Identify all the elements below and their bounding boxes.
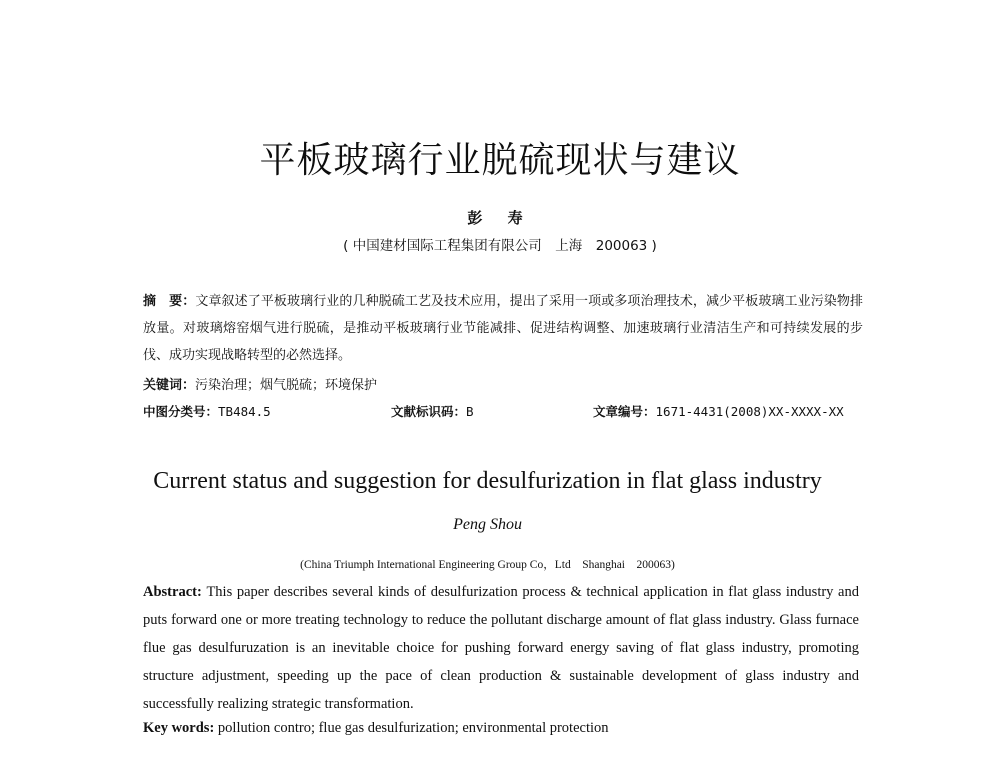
clc-value: TB484.5 (218, 404, 271, 419)
article-number-value: 1671-4431(2008)XX-XXXX-XX (655, 404, 844, 419)
chinese-keywords (143, 374, 863, 393)
chinese-abstract-label: 摘 要： (143, 294, 196, 309)
chinese-abstract (143, 288, 863, 369)
clc-number (143, 402, 271, 420)
chinese-affiliation: ( 中国建材国际工程集团有限公司 上海 200063 ) (343, 238, 657, 254)
english-keywords-text: pollution contro; flue gas desulfurization; environmental protection (217, 720, 609, 736)
english-author: Peng Shou (453, 516, 522, 533)
document-code-label: 文献标识码： (391, 404, 467, 419)
clc-label: 中图分类号： (143, 404, 219, 419)
article-number-label: 文章编号： (593, 404, 656, 419)
chinese-keywords-label: 关键词： (143, 378, 196, 393)
chinese-keywords-text: 污染治理；烟气脱硫；环境保护 (195, 378, 378, 393)
chinese-title: 平板玻璃行业脱硫现状与建议 (259, 140, 741, 181)
english-abstract (143, 578, 859, 718)
english-title: Current status and suggestion for desulfurization in flat glass industry (153, 468, 822, 494)
english-keywords-label: Key words: (143, 720, 215, 736)
english-keywords (143, 720, 859, 737)
english-abstract-text: This paper describes several kinds of desulfurization process & technical application in flat glass industry and puts forward one or more treating technology to reduce the pollutant discharge amount of flat glass industry. Glass furnace flue gas desulfuruzation is an inevitable choice for pushing forward energy saving of flat glass industry, promoting structure adjustment, speeding up the pace of clean production & sustainable development of glass industry and successfully realizing strategic transformation. (143, 584, 859, 712)
chinese-author: 彭 寿 (467, 209, 533, 227)
english-affiliation: (China Triumph International Engineering Group Co，Ltd Shanghai 200063) (300, 559, 675, 571)
document-code (391, 402, 474, 420)
article-number (593, 402, 844, 420)
classification-line (143, 402, 863, 420)
document-code-value: B (466, 404, 474, 419)
english-abstract-label: Abstract: (143, 584, 202, 600)
chinese-abstract-text: 文章叙述了平板玻璃行业的几种脱硫工艺及技术应用，提出了采用一项或多项治理技术，减少平板玻璃工业污染物排放量。对玻璃熔窑烟气进行脱硫，是推动平板玻璃行业节能减排、促进结构调整、加速玻璃行业清洁生产和可持续发展的步伐、成功实现战略转型的必然选择。 (143, 294, 863, 363)
